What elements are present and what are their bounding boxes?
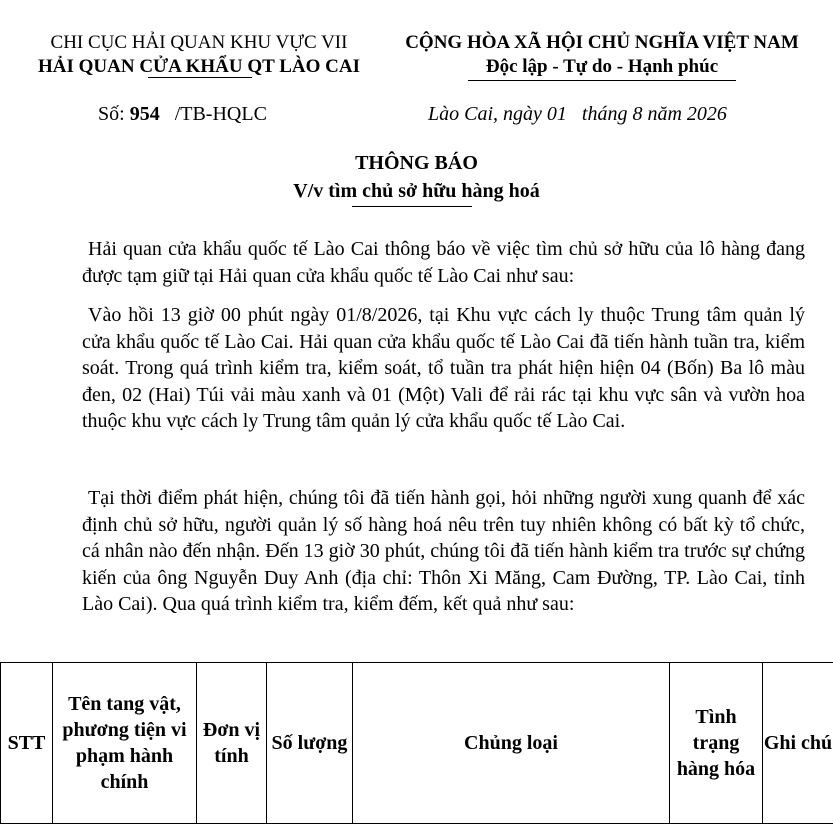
col-header-item-name: Tên tang vật, phương tiện vi phạm hành chính bbox=[53, 663, 197, 824]
doc-title: THÔNG BÁO bbox=[0, 152, 833, 175]
col-header-note: Ghi chú bbox=[763, 663, 833, 824]
agency-block bbox=[18, 31, 380, 79]
subject-underline bbox=[352, 206, 472, 207]
agency-name: HẢI QUAN CỬA KHẨU QT LÀO CAI bbox=[18, 55, 380, 79]
col-header-stt: STT bbox=[1, 663, 53, 824]
agency-underline bbox=[148, 77, 252, 78]
col-header-quantity: Số lượng bbox=[267, 663, 353, 824]
col-header-type: Chủng loại bbox=[353, 663, 670, 824]
national-motto: Độc lập - Tự do - Hạnh phúc bbox=[388, 55, 816, 79]
doc-number bbox=[98, 103, 267, 126]
doc-number-value: 954 bbox=[130, 103, 160, 125]
table-header-row bbox=[1, 663, 833, 824]
doc-subject: V/v tìm chủ sở hữu hàng hoá bbox=[0, 180, 833, 203]
paragraph-3: Tại thời điểm phát hiện, chúng tôi đã tiến hành gọi, hỏi những người xung quanh để xác định chủ sở hữu, người quản lý số hàng hoá nêu trên tuy nhiên không có bất kỳ tổ chức, cá nhân nào đến nhận. Đến 13 giờ 30 phút, chúng tôi đã tiến hành kiểm tra trước sự chứng kiến của ông Nguyễn Duy Anh (địa chỉ: Thôn Xi Măng, Cam Đường, TP. Lào Cai, tỉnh Lào Cai). Qua quá trình kiểm tra, kiểm đếm, kết quả như sau: bbox=[82, 485, 805, 618]
paragraph-2: Vào hồi 13 giờ 00 phút ngày 01/8/2026, tại Khu vực cách ly thuộc Trung tâm quản lý cửa khẩu quốc tế Lào Cai. Hải quan cửa khẩu quốc tế Lào Cai đã tiến hành tuần tra, kiểm soát. Trong quá trình kiểm tra, kiểm soát, tổ tuần tra phát hiện hiện 04 (Bốn) Ba lô màu đen, 02 (Hai) Túi vải màu xanh và 01 (Một) Vali để rải rác tại khu vực sân và vườn hoa thuộc khu vực cách ly Trung tâm quản lý cửa khẩu quốc tế Lào Cai. bbox=[82, 302, 805, 435]
col-header-unit: Đơn vị tính bbox=[197, 663, 267, 824]
motto-underline bbox=[468, 80, 736, 81]
national-title: CỘNG HÒA XÃ HỘI CHỦ NGHĨA VIỆT NAM bbox=[388, 31, 816, 55]
national-block bbox=[388, 31, 816, 79]
doc-number-suffix: /TB-HQLC bbox=[175, 103, 267, 125]
paragraph-1: Hải quan cửa khẩu quốc tế Lào Cai thông báo về việc tìm chủ sở hữu của lô hàng đang được tạm giữ tại Hải quan cửa khẩu quốc tế Lào Cai như sau: bbox=[82, 236, 805, 289]
date-line: Lào Cai, ngày 01 tháng 8 năm 2026 bbox=[428, 103, 727, 126]
col-header-condition: Tình trạng hàng hóa bbox=[670, 663, 763, 824]
doc-number-prefix: Số: bbox=[98, 103, 125, 125]
goods-table bbox=[0, 662, 833, 824]
agency-parent: CHI CỤC HẢI QUAN KHU VỰC VII bbox=[18, 31, 380, 55]
